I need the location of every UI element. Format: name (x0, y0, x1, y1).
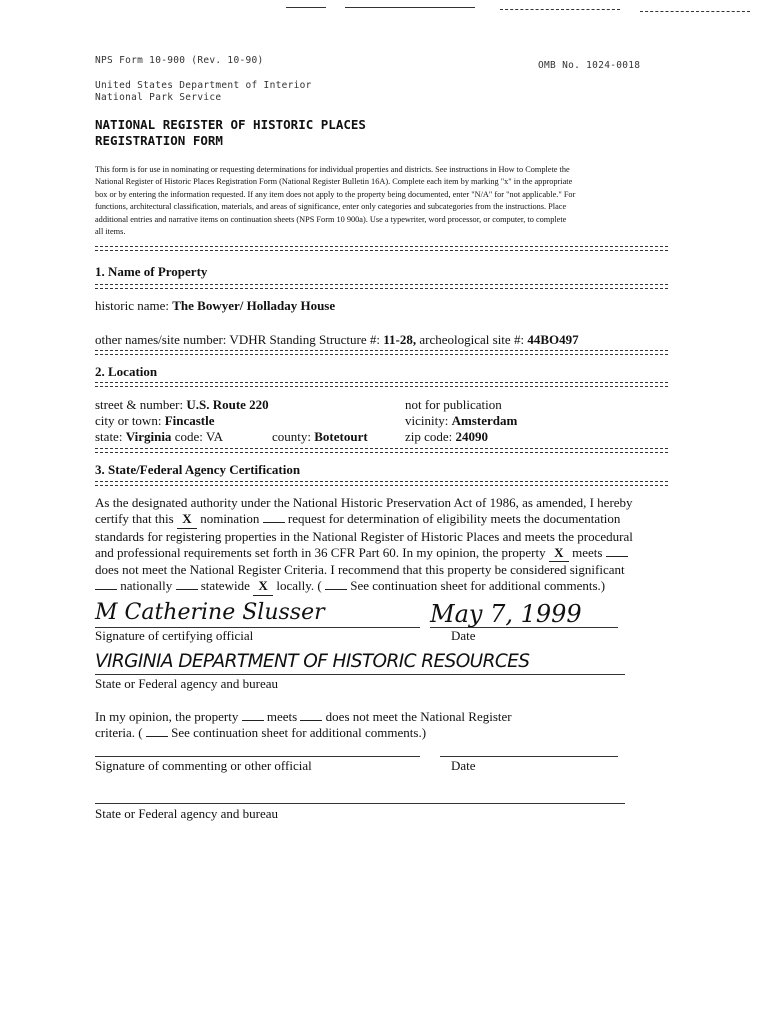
comment-signature-line (95, 756, 420, 757)
section-divider (95, 382, 668, 387)
zip-value: 24090 (455, 429, 489, 444)
cert-text: and professional requirements set forth in 36 CFR Part 60. In my opinion, the property (95, 544, 549, 560)
cert-text: nomination (196, 511, 263, 527)
street-label: street & number: (95, 397, 187, 412)
street-value: U.S. Route 220 (186, 397, 269, 412)
street-field (95, 397, 269, 413)
nomination-checkmark[interactable]: X (177, 511, 197, 528)
cert-line (95, 578, 675, 595)
cert-line (95, 545, 675, 562)
site-number-label: archeological site #: (416, 332, 528, 347)
instruction-line: This form is for use in nominating or requesting determinations for individual properties and districts. See instructions in How to Complete the (95, 165, 570, 174)
cert-text: locally. ( (273, 578, 325, 594)
section-divider (95, 481, 668, 486)
cert-line: does not meet the National Register Criteria. I recommend that this property be considered significant (95, 562, 625, 578)
city-field (95, 413, 215, 429)
instruction-line: National Register of Historic Places Registration Form (National Register Bulletin 16A). Complete each item by marking "x" in the appropriate (95, 177, 573, 187)
date-label: Date (451, 628, 476, 643)
opinion-meets-blank[interactable] (242, 709, 264, 721)
handwritten-agency: VIRGINIA DEPARTMENT OF HISTORIC RESOURCES (95, 651, 530, 672)
comment-agency-line (95, 803, 625, 804)
opinion-continuation-blank[interactable] (146, 725, 168, 737)
city-value: Fincastle (164, 413, 215, 428)
instruction-line: box or by entering the information requested. If any item does not apply to the property being documented, enter "N/A" for "not applicable." For (95, 189, 576, 199)
handwritten-date: May 7, 1999 (430, 600, 582, 628)
state-code: code: VA (171, 429, 223, 444)
instruction-line: functions, architectural classification, materials, and areas of significance, enter only categories and subcategories from the instructions. Place (95, 202, 567, 212)
opinion-text: See continuation sheet for additional comments.) (167, 725, 427, 741)
instructions (95, 164, 575, 238)
zip-field (405, 429, 488, 445)
cert-line: standards for registering properties in the National Register of Historic Places and meets the procedural (95, 528, 633, 544)
signature-label: Signature of certifying official (95, 628, 254, 643)
meets-checkmark[interactable]: X (549, 545, 569, 562)
comment-date-label: Date (451, 758, 476, 773)
section-divider (95, 246, 668, 251)
section-3-heading: 3. State/Federal Agency Certification (95, 462, 301, 477)
other-names-label: other names/site number: VDHR Standing Structure #: (95, 332, 384, 347)
handwritten-signature: M Catherine Slusser (95, 600, 325, 625)
opinion-not-meet-blank[interactable] (300, 709, 322, 721)
zip-label: zip code: (405, 429, 456, 444)
opinion-text: meets (263, 709, 301, 724)
request-blank[interactable] (263, 511, 285, 523)
state-value: Virginia (125, 429, 172, 444)
does-not-meet-blank[interactable] (606, 545, 628, 557)
cert-text: nationally (117, 578, 176, 594)
state-field (95, 429, 223, 445)
opinion-text: does not meet the National Register (322, 709, 512, 724)
opinion-text: In my opinion, the property (95, 709, 242, 724)
historic-name-label: historic name: (95, 298, 173, 313)
scan-mark (286, 7, 326, 8)
county-field (272, 429, 368, 445)
historic-name-value: The Bowyer/ Holladay House (172, 298, 336, 313)
not-for-publication: not for publication (405, 397, 502, 412)
form-title-line2: REGISTRATION FORM (95, 133, 223, 148)
cert-text: request for determination of eligibility meets the documentation (284, 511, 621, 527)
form-number: NPS Form 10-900 (Rev. 10-90) (95, 55, 264, 66)
opinion-line (95, 709, 675, 725)
omb-number: OMB No. 1024-0018 (538, 60, 641, 71)
state-label: state: (95, 429, 126, 444)
section-divider (95, 448, 668, 453)
historic-name-field (95, 298, 335, 314)
cert-text: See continuation sheet for additional comments.) (346, 578, 606, 594)
agency-label: State or Federal agency and bureau (95, 676, 279, 691)
cert-text: certify that this (95, 511, 177, 527)
opinion-line (95, 725, 675, 741)
locally-checkmark[interactable]: X (253, 578, 273, 595)
vicinity-value: Amsterdam (451, 413, 518, 428)
agency-line (95, 674, 625, 675)
comment-signature-label: Signature of commenting or other official (95, 758, 312, 773)
vicinity-label: vicinity: (405, 413, 452, 428)
comment-date-line (440, 756, 618, 757)
cert-text: meets (568, 544, 606, 560)
cert-text: statewide (197, 578, 254, 594)
site-number-value: 44BO497 (527, 332, 579, 347)
scan-mark (640, 11, 750, 12)
structure-number-value: 11-28, (383, 332, 417, 347)
city-label: city or town: (95, 413, 165, 428)
service: National Park Service (95, 92, 222, 103)
instruction-line: additional entries and narrative items on continuation sheets (NPS Form 10 900a). Use a typewriter, word processor, or computer, to complete (95, 214, 567, 224)
other-names-field (95, 332, 579, 348)
vicinity-field (405, 413, 517, 429)
opinion-text: criteria. ( (95, 725, 146, 741)
instruction-line: all items. (95, 227, 126, 237)
nationally-blank[interactable] (95, 578, 117, 590)
county-label: county: (272, 429, 315, 444)
section-2-heading: 2. Location (95, 364, 158, 379)
cert-line (95, 511, 675, 528)
section-divider (95, 284, 668, 289)
scan-mark (345, 7, 475, 8)
form-title-line1: NATIONAL REGISTER OF HISTORIC PLACES (95, 117, 366, 132)
opinion-paragraph (95, 709, 675, 742)
section-divider (95, 350, 668, 355)
statewide-blank[interactable] (176, 578, 198, 590)
scan-mark (500, 9, 620, 10)
cert-line: As the designated authority under the National Historic Preservation Act of 1986, as amended, I hereby (95, 495, 633, 510)
department: United States Department of Interior (95, 80, 312, 91)
comment-agency-label: State or Federal agency and bureau (95, 806, 279, 821)
county-value: Botetourt (314, 429, 368, 444)
continuation-blank[interactable] (325, 578, 347, 590)
certification-paragraph (95, 495, 675, 596)
section-1-heading: 1. Name of Property (95, 264, 208, 279)
